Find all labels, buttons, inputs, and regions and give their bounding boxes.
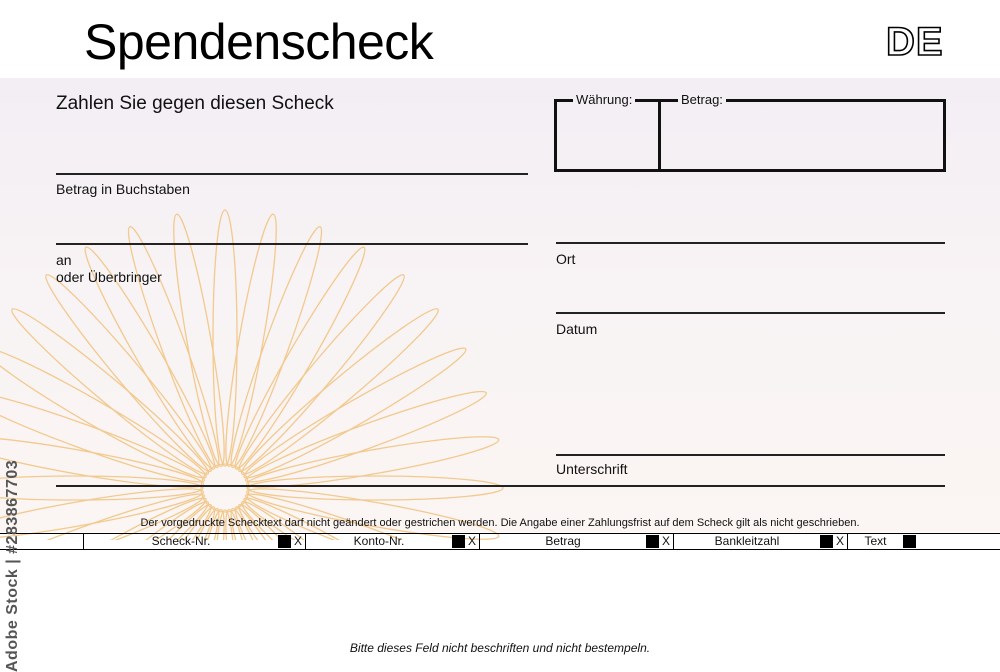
- strip-marker: [452, 535, 465, 548]
- stock-watermark: Adobe Stock | #283867703: [4, 459, 21, 672]
- strip-marker: [903, 535, 916, 548]
- amount-field[interactable]: [658, 99, 946, 172]
- lower-divider: [56, 485, 945, 487]
- strip-field-check-number: Scheck-Nr.: [151, 534, 211, 548]
- strip-marker: [820, 535, 833, 548]
- place-label: Ort: [556, 251, 576, 267]
- check-title: Spendenscheck: [84, 14, 434, 70]
- strip-marker: [646, 535, 659, 548]
- pay-instruction: Zahlen Sie gegen diesen Scheck: [56, 93, 334, 114]
- amount-label: Betrag:: [678, 93, 726, 107]
- date-label: Datum: [556, 321, 598, 337]
- strip-separator: X: [661, 534, 670, 548]
- strip-field-account-number: Konto-Nr.: [353, 534, 405, 548]
- strip-separator: X: [467, 534, 476, 548]
- place-line[interactable]: [556, 242, 945, 244]
- currency-field[interactable]: [554, 99, 661, 172]
- footer-note: Bitte dieses Feld nicht beschriften und nicht bestempeln.: [349, 641, 651, 655]
- payee-line[interactable]: [56, 243, 528, 245]
- strip-separator: X: [293, 534, 302, 548]
- guilloche-rosette: [0, 150, 560, 540]
- legal-notice: Der vorgedruckte Schecktext darf nicht geändert oder gestrichen werden. Die Angabe einer Zahlungsfrist auf dem Scheck gilt als nicht geschrieben.: [140, 517, 860, 529]
- amount-words-label: Betrag in Buchstaben: [56, 181, 190, 197]
- strip-field-bank-code: Bankleitzahl: [714, 534, 780, 548]
- strip-separator: X: [835, 534, 844, 548]
- country-code: DE: [886, 20, 944, 64]
- signature-line[interactable]: [556, 454, 945, 456]
- payee-label-to: an: [56, 252, 72, 268]
- date-line[interactable]: [556, 312, 945, 314]
- payee-label-bearer: oder Überbringer: [56, 269, 162, 285]
- signature-label: Unterschrift: [556, 461, 628, 477]
- currency-label: Währung:: [573, 93, 635, 107]
- strip-field-text: Text: [864, 534, 887, 548]
- strip-field-amount: Betrag: [545, 534, 581, 548]
- code-line-strip: [0, 533, 1000, 550]
- strip-marker: [278, 535, 291, 548]
- amount-words-line[interactable]: [56, 173, 528, 175]
